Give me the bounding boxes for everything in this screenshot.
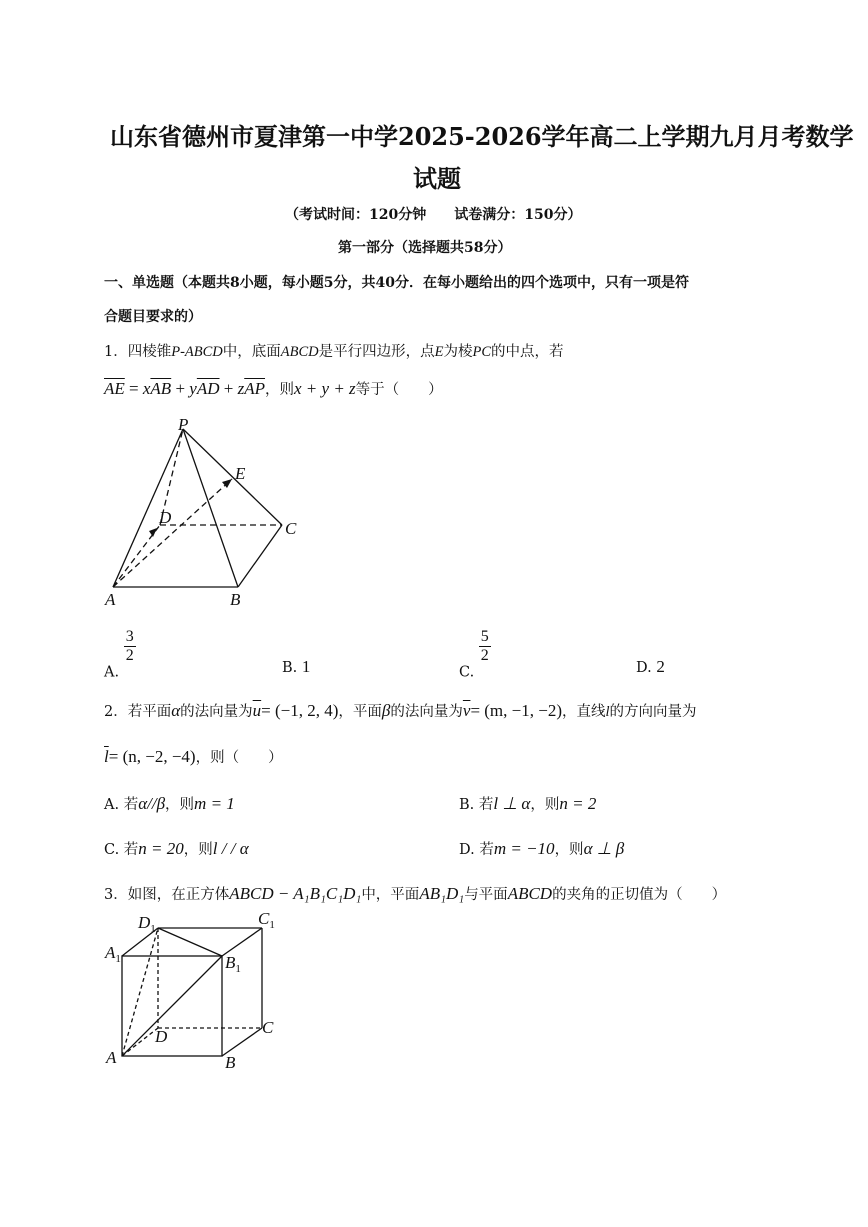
title-line2: 试题 <box>413 164 461 193</box>
q1-solid: P-ABCD <box>171 344 223 360</box>
option-then: ，则 <box>183 842 213 858</box>
numerator: 5 <box>480 628 489 645</box>
numerator: 3 <box>125 628 134 645</box>
option-b-label: B. <box>282 660 298 676</box>
option-d-label: D. <box>636 660 652 676</box>
vector-v: $\overline{v}$ <box>462 701 471 720</box>
option-then: ，则 <box>554 842 584 858</box>
q2-text: 的法向量为 <box>390 704 463 720</box>
label-a: A <box>105 590 116 609</box>
q2-text: 的方向向量为 <box>609 704 697 720</box>
option-then: ，则 <box>165 797 195 813</box>
label-a: A <box>106 1048 117 1067</box>
coef-x: x <box>142 379 151 398</box>
q1-option-c <box>459 628 491 681</box>
option-result: m = 1 <box>194 794 235 813</box>
vector-ae: $\overline{AE}$ <box>104 379 125 398</box>
fraction <box>479 628 491 665</box>
vector-l: $\overline{l}$ <box>104 747 109 766</box>
q3-plane2: ABCD <box>507 884 553 903</box>
beta: β <box>381 701 391 720</box>
coef-z: z <box>237 379 245 398</box>
q3-text: 与平面 <box>464 887 508 903</box>
option-condition: α//β <box>138 794 166 813</box>
vector-ad: $\overline{AD}$ <box>196 379 220 398</box>
q1-ask: 等于（ ） <box>355 382 443 398</box>
q1-text: 的中点，若 <box>491 344 564 360</box>
q2-text: ，平面 <box>338 704 382 720</box>
label-c: C <box>285 519 297 538</box>
q3-plane1: AB₁D₁ <box>419 884 465 903</box>
q3-line1 <box>104 883 726 904</box>
label-e: E <box>235 464 246 483</box>
denominator: 2 <box>125 647 134 664</box>
alpha: α <box>171 701 181 720</box>
q2-text: ，直线 <box>562 704 606 720</box>
vector-u-value: = (−1, 2, 4) <box>261 701 339 720</box>
vector-v-value: = (m, −1, −2) <box>470 701 562 720</box>
q1-text: 是平行四边形，点 <box>318 344 435 360</box>
q1-expr: x + y + z <box>294 379 356 398</box>
option-label: C. 若 <box>104 842 139 858</box>
q2-prefix: 2．若平面 <box>104 704 172 720</box>
q3-ask: 的夹角的正切值为（ ） <box>552 887 727 903</box>
vector-l-value: = (n, −2, −4) <box>108 747 196 766</box>
q2-option-c <box>104 838 249 859</box>
option-then: ，则 <box>530 797 560 813</box>
section-heading-line2: 合题目要求的） <box>104 309 202 325</box>
q1-text: 为棱 <box>443 344 473 360</box>
q1-text: 中，底面 <box>222 344 281 360</box>
q1-option-a <box>104 628 136 681</box>
q1-then: ，则 <box>265 382 295 398</box>
q2-line2 <box>104 746 283 767</box>
label-b1: $B_1$ <box>225 953 241 975</box>
arrow-head-icon <box>222 479 232 488</box>
option-d-value: 2 <box>656 657 665 676</box>
q1-prefix: 1．四棱锥 <box>104 344 172 360</box>
title-line1: 山东省德州市夏津第一中学2025-2026学年高二上学期九月月考数学 <box>110 122 854 151</box>
option-condition: n = 20 <box>138 839 184 858</box>
exam-info: （考试时间：120分钟 试卷满分：150分） <box>285 207 582 223</box>
option-c-label: C. <box>459 664 475 681</box>
q2-line1 <box>104 700 697 721</box>
option-a-label: A. <box>104 664 120 681</box>
q1-base: ABCD <box>280 344 319 360</box>
q2-option-a <box>104 793 235 814</box>
label-d1: $D_1$ <box>138 913 156 935</box>
q1-option-d <box>636 657 665 677</box>
q3-cube: ABCD − A₁B₁C₁D₁ <box>229 884 362 903</box>
option-label: D. 若 <box>459 842 494 858</box>
q2-option-d <box>459 838 624 859</box>
vector-u: $\overline{u}$ <box>252 701 262 720</box>
option-result: α ⊥ β <box>583 839 625 858</box>
label-p: P <box>178 415 189 434</box>
label-a1: $A_1$ <box>105 943 121 965</box>
option-label: B. 若 <box>459 797 494 813</box>
q1-option-b <box>282 657 310 677</box>
q2-option-b <box>459 793 596 814</box>
option-condition: l ⊥ α <box>493 794 531 813</box>
section-heading-line1: 一、单选题（本题共8小题，每小题5分，共40分．在每小题给出的四个选项中，只有一项是符 <box>104 275 689 291</box>
q3-text: 中，平面 <box>361 887 420 903</box>
option-result: l / / α <box>212 839 249 858</box>
fraction <box>124 628 136 665</box>
label-b: B <box>230 590 241 609</box>
option-label: A. 若 <box>104 797 139 813</box>
q1-edge-pc: PC <box>472 344 492 360</box>
q3-prefix: 3．如图，在正方体 <box>104 887 230 903</box>
label-b: B <box>225 1053 236 1072</box>
label-d: D <box>159 508 172 527</box>
option-b-value: 1 <box>301 657 311 676</box>
label-c: C <box>262 1018 274 1037</box>
vector-ab: $\overline{AB}$ <box>150 379 172 398</box>
coef-y: y <box>189 379 197 398</box>
denominator: 2 <box>480 647 489 664</box>
q1-line1 <box>104 340 564 361</box>
option-condition: m = −10 <box>493 839 555 858</box>
vector-ap: $\overline{AP}$ <box>244 379 266 398</box>
cube-figure <box>100 908 290 1073</box>
q1-point-e: E <box>434 344 444 360</box>
q1-equation: $\overline{AE} = x\overline{AB} + y\overline{AD} + z\overline{AP}$，则x + y + z等于（ ） <box>104 379 443 398</box>
label-d: D <box>155 1027 168 1046</box>
arrow-head-icon <box>149 528 157 537</box>
q2-ask: ，则（ ） <box>195 750 283 766</box>
option-result: n = 2 <box>559 794 597 813</box>
pyramid-figure <box>100 415 310 615</box>
q2-text: 的法向量为 <box>180 704 253 720</box>
part-heading: 第一部分（选择题共58分） <box>338 240 512 256</box>
label-c1: $C_1$ <box>258 909 275 931</box>
line-l: l <box>605 704 610 720</box>
